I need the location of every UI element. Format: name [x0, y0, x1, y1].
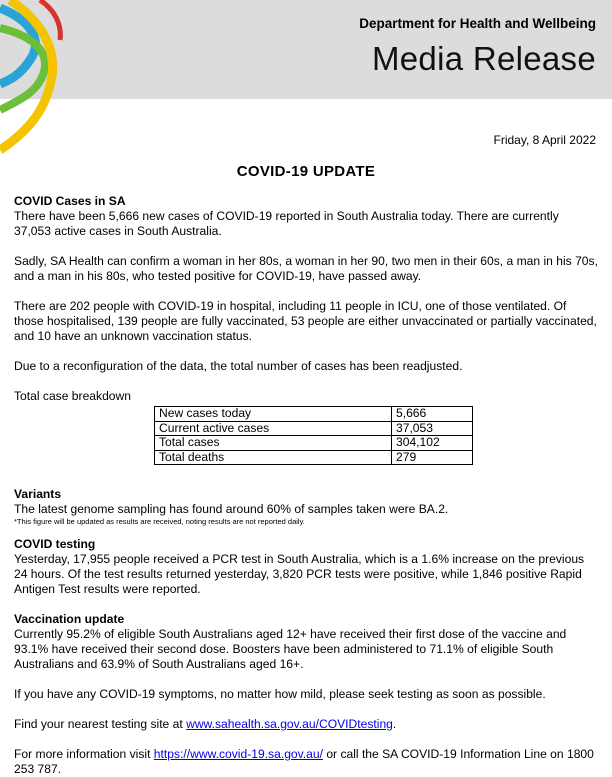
cases-paragraph-3: There are 202 people with COVID-19 in hospital, including 11 people in ICU, one of those ventilated. Of those hospitalised, 139 people are fully vaccinated, 53 people are either unvaccinated or partially vaccinated, and 10 have an unknown vaccination status.	[14, 299, 597, 343]
row-label: Total deaths	[155, 450, 392, 465]
release-body	[14, 194, 598, 777]
page-title: COVID-19 UPDATE	[236, 163, 376, 180]
testing-site-suffix: .	[392, 717, 397, 731]
row-value: 304,102	[392, 436, 473, 451]
row-value: 37,053	[392, 421, 473, 436]
table-row	[155, 407, 473, 422]
variants-note: *This figure will be updated as results are received, noting results are not reported daily.	[14, 517, 305, 526]
vaccination-text: Currently 95.2% of eligible South Australians aged 12+ have received their first dose of the vaccine and 93.1% have received their second dose. Boosters have been administered to 71.1% of eligible South Australians and 63.9% of South Australians aged 16+.	[14, 627, 567, 671]
logo-swoosh	[0, 0, 80, 160]
case-breakdown-table	[154, 406, 473, 465]
department-name: Department for Health and Wellbeing	[359, 16, 596, 31]
variants-heading: Variants	[14, 487, 62, 501]
cases-heading: COVID Cases in SA	[14, 194, 126, 208]
row-value: 5,666	[392, 407, 473, 422]
testing-heading: COVID testing	[14, 537, 96, 551]
cases-paragraph-1: There have been 5,666 new cases of COVID-19 reported in South Australia today. There are currently 37,053 active cases in South Australia.	[14, 209, 559, 238]
breakdown-label: Total case breakdown	[14, 389, 131, 403]
table-row	[155, 421, 473, 436]
row-label: Total cases	[155, 436, 392, 451]
table-row	[155, 450, 473, 465]
row-label: New cases today	[155, 407, 392, 422]
row-label: Current active cases	[155, 421, 392, 436]
cases-paragraph-4: Due to a reconfiguration of the data, the total number of cases has been readjusted.	[14, 359, 463, 373]
variants-text: The latest genome sampling has found around 60% of samples taken were BA.2.	[14, 502, 449, 516]
media-release-title: Media Release	[371, 40, 596, 77]
more-info-suffix: or call the SA COVID-19 Information Line on 1800 253 787.	[14, 747, 594, 776]
more-info-prefix: For more information visit	[14, 747, 154, 761]
testing-text: Yesterday, 17,955 people received a PCR test in South Australia, which is a 1.6% increase on the previous 24 hours. Of the test results returned yesterday, 3,820 PCR tests were positive, while 1,846 positive Rapid Antigen Test results were reported.	[14, 552, 585, 596]
table-row	[155, 436, 473, 451]
row-value: 279	[392, 450, 473, 465]
vaccination-heading: Vaccination update	[14, 612, 125, 626]
cases-paragraph-2: Sadly, SA Health can confirm a woman in her 80s, a woman in her 90, two men in their 60s, a man in his 70s, and a man in his 80s, who tested positive for COVID-19, have passed away.	[14, 254, 598, 283]
covid-website-link[interactable]: https://www.covid-19.sa.gov.au/	[153, 747, 323, 761]
testing-site-prefix: Find your nearest testing site at	[14, 717, 187, 731]
release-date: Friday, 8 April 2022	[493, 133, 596, 147]
testing-site-link[interactable]: www.sahealth.sa.gov.au/COVIDtesting	[186, 717, 393, 731]
more-info-line	[14, 747, 598, 777]
symptoms-text: If you have any COVID-19 symptoms, no matter how mild, please seek testing as soon as possible.	[14, 687, 546, 701]
testing-site-line	[14, 717, 598, 732]
